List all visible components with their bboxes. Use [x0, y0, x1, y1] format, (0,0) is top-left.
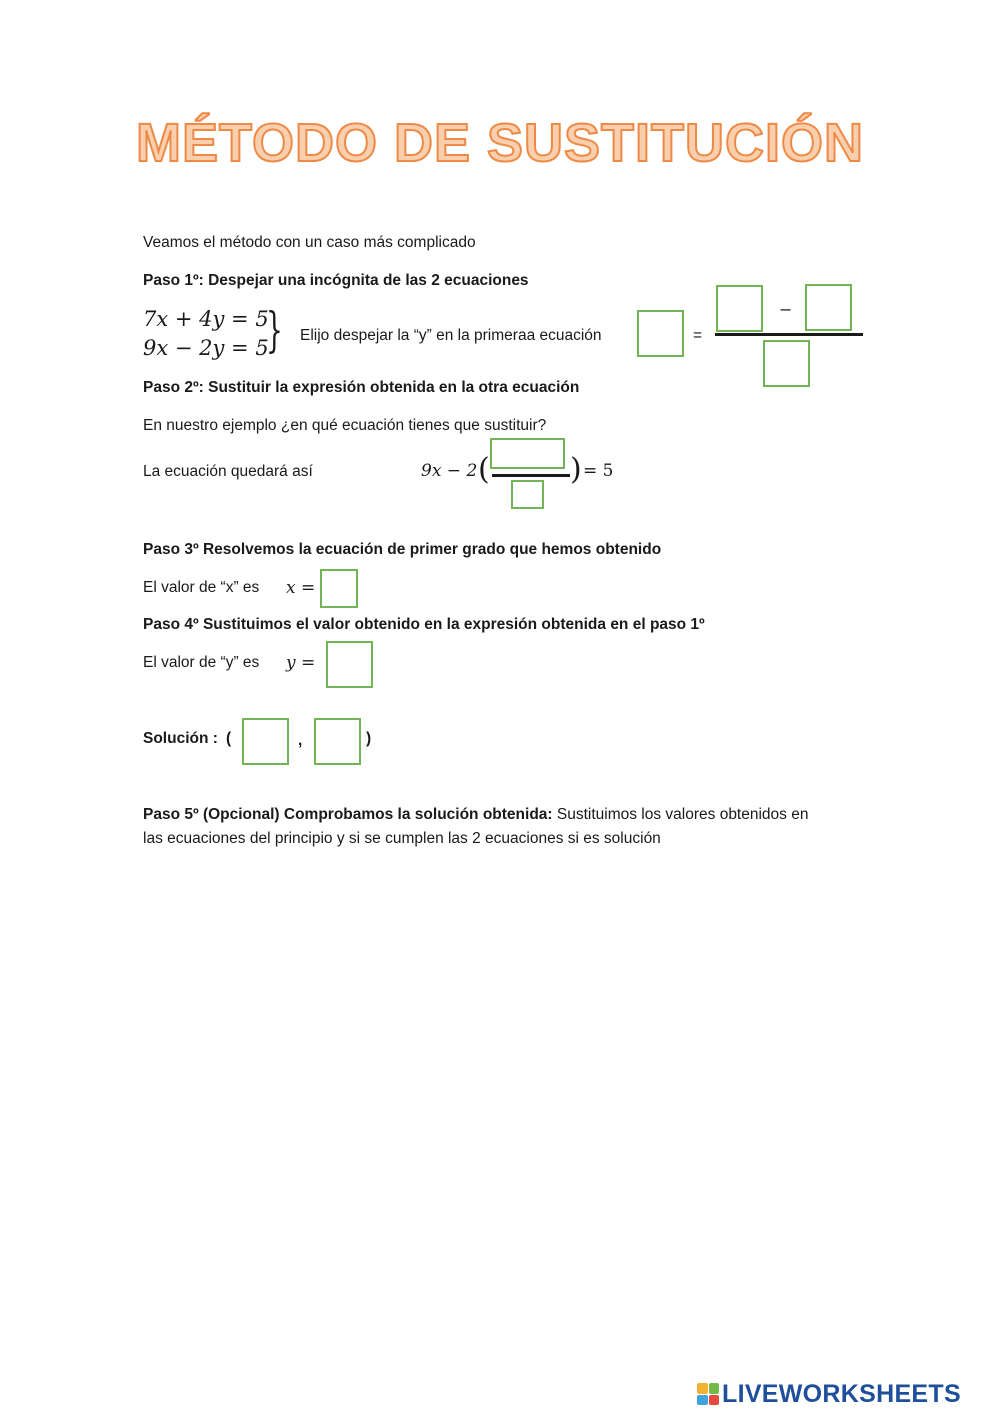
answer-input-numerator-1[interactable] [718, 287, 761, 330]
answer-box-denominator[interactable] [763, 340, 810, 387]
answer-input-step2-denominator[interactable] [513, 482, 542, 507]
solution-label: Solución : [143, 730, 218, 747]
solution-comma: , [298, 732, 303, 749]
answer-box-step2-denominator[interactable] [511, 480, 544, 509]
step3-label: El valor de “x” es [143, 579, 260, 596]
liveworksheets-logo [697, 1378, 961, 1410]
answer-input-x-value[interactable] [322, 571, 356, 606]
minus-sign: − [779, 300, 793, 319]
x-equals: x = [286, 578, 316, 598]
fraction-bar-step1 [715, 333, 863, 336]
answer-input-numerator-2[interactable] [807, 286, 850, 329]
step4-heading: Paso 4º Sustituimos el valor obtenido en la expresión obtenida en el paso 1º [143, 616, 705, 633]
answer-input-step2-numerator[interactable] [492, 440, 563, 467]
step5-text1: Sustituimos los valores obtenidos en [552, 806, 809, 823]
step1-heading: Paso 1º: Despejar una incógnita de las 2 ecuaciones [143, 272, 529, 289]
answer-box-y-value[interactable] [326, 641, 373, 688]
intro-text: Veamos el método con un caso más complicado [143, 234, 476, 251]
liveworksheets-logo-text: LIVEWORKSHEETS [722, 1379, 961, 1408]
answer-box-numerator-1[interactable] [716, 285, 763, 332]
answer-box-solution-x[interactable] [242, 718, 289, 765]
answer-box-numerator-2[interactable] [805, 284, 852, 331]
system-brace: } [266, 302, 283, 358]
step4-label: El valor de “y” es [143, 654, 260, 671]
close-parenthesis: ) [570, 452, 582, 487]
step2-label: La ecuación quedará así [143, 463, 313, 480]
step3-heading: Paso 3º Resolvemos la ecuación de primer grado que hemos obtenido [143, 541, 662, 558]
solution-open-paren: ( [226, 730, 232, 747]
step2-question: En nuestro ejemplo ¿en qué ecuación tienes que sustituir? [143, 417, 547, 434]
liveworksheets-logo-icon [697, 1383, 719, 1405]
step5-heading: Paso 5º (Opcional) Comprobamos la solución obtenida: [143, 806, 553, 823]
step1-instruction: Elijo despejar la “y” en la primeraa ecuación [300, 327, 602, 344]
step2-heading: Paso 2º: Sustituir la expresión obtenida en la otra ecuación [143, 379, 580, 396]
equation-2: 9x − 2y = 5 [143, 336, 269, 360]
page-title: MÉTODO DE SUSTITUCIÓN [135, 113, 865, 173]
answer-input-solution-x[interactable] [244, 720, 287, 763]
answer-box-solution-y[interactable] [314, 718, 361, 765]
step5-text2: las ecuaciones del principio y si se cumplen las 2 ecuaciones si es solución [143, 830, 661, 847]
answer-input-denominator[interactable] [765, 342, 808, 385]
answer-box-solved-variable[interactable] [637, 310, 684, 357]
equals-sign: = [693, 327, 703, 344]
answer-input-solved-variable[interactable] [639, 312, 682, 355]
fraction-bar-step2 [492, 474, 570, 477]
y-equals: y = [286, 653, 316, 673]
solution-close-paren: ) [366, 730, 372, 747]
open-parenthesis: ( [478, 452, 490, 487]
answer-box-x-value[interactable] [320, 569, 358, 608]
answer-input-y-value[interactable] [328, 643, 371, 686]
step5-line1 [143, 805, 808, 825]
answer-box-step2-numerator[interactable] [490, 438, 565, 469]
answer-input-solution-y[interactable] [316, 720, 359, 763]
equation-1: 7x + 4y = 5 [143, 307, 269, 331]
substituted-expression-right: = 5 [583, 461, 614, 481]
substituted-expression-left: 9x − 2 [421, 461, 478, 481]
